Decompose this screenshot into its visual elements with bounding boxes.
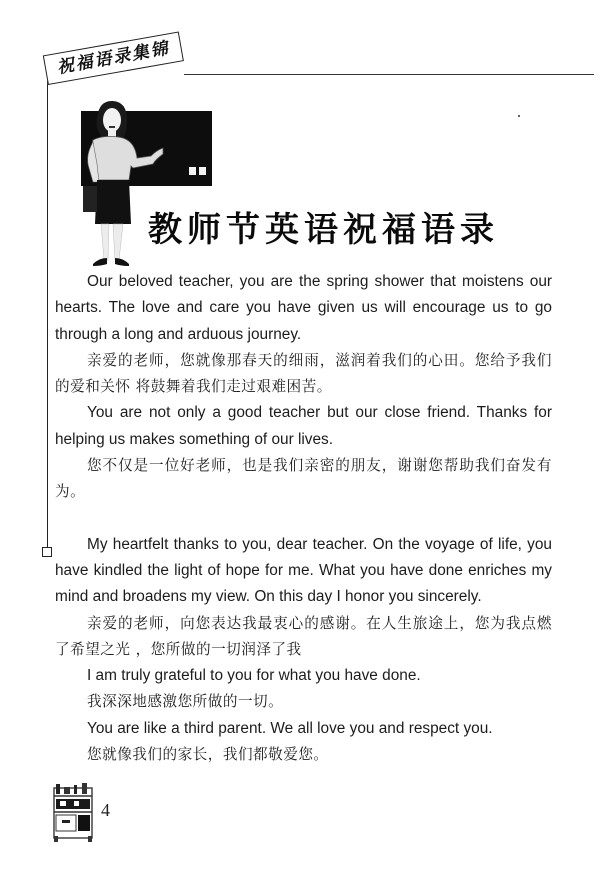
section-tag: 祝福语录集锦 [43, 31, 184, 85]
blackboard-eraser-icon [199, 167, 206, 175]
header-rule [184, 74, 594, 75]
side-rule [47, 80, 48, 548]
paragraph-en: You are not only a good teacher but our close friend. Thanks for helping us makes something of our lives. [55, 404, 552, 448]
paragraph-zh: 我深深地感激您所做的一切。 [87, 693, 284, 711]
article-body [55, 269, 552, 768]
paragraph-zh: 亲爱的老师，向您表达我最衷心的感谢。在人生旅途上，您为我点燃了希望之光 ，您所做的一切润泽了我 [55, 614, 552, 658]
page-title: 教师节英语祝福语录 [148, 210, 499, 250]
paragraph-en: Our beloved teacher, you are the spring shower that moistens our hearts. The love and care you have given us will encourage us to go through a long and arduous journey. [55, 273, 552, 343]
bookshelf-icon [52, 782, 94, 842]
scan-speck [518, 115, 520, 117]
paragraph-gap [55, 506, 552, 532]
paragraph-en: My heartfelt thanks to you, dear teacher. On the voyage of life, you have kindled the light of hope for me. What you have done enriches my mind and broadens my view. On this day I honor you sincerely. [55, 535, 552, 606]
page-number: 4 [101, 800, 110, 820]
paragraph-zh: 亲爱的老师，您就像那春天的细雨，滋润着我们的心田。您给予我们的爱和关怀 将鼓舞着我们走过艰难困苦。 [55, 351, 552, 396]
paragraph-en: I am truly grateful to you for what you have done. [87, 667, 421, 685]
paragraph-zh: 您不仅是一位好老师，也是我们亲密的朋友，谢谢您帮助我们奋发有为。 [55, 457, 552, 501]
paragraph-en: You are like a third parent. We all love you and respect you. [87, 719, 493, 737]
side-rule-end-marker [42, 547, 52, 557]
paragraph-zh: 您就像我们的家长，我们都敬爱您。 [87, 746, 329, 764]
blackboard-eraser-icon [189, 167, 196, 175]
